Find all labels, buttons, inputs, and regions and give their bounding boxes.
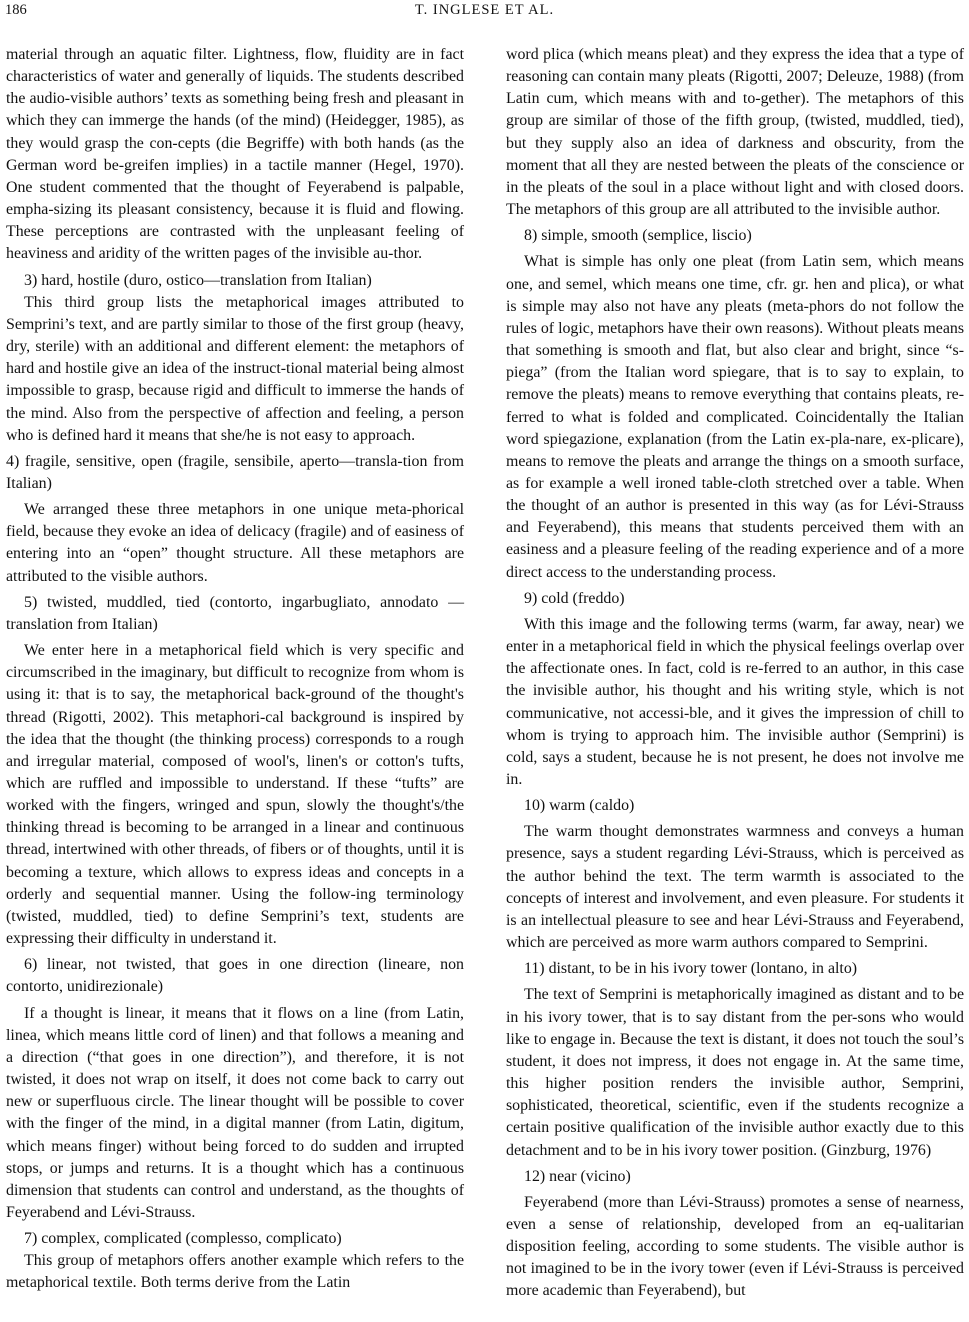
section-heading-11: 11) distant, to be in his ivory tower (lontano, in alto) [524,960,858,978]
page-header [0,0,969,26]
section-heading-8: 8) simple, smooth (semplice, liscio) [524,227,752,245]
paragraph-aquatic-filter: material through an aquatic filter. Lightness, flow, fluidity are in fact characteristics of water and generally of liquids. The students described the audio-visible authors’ texts as something being fresh and pleasant in which they can immerge the hands (of the mind) (Heidegger, 1985), as they would grasp the con-cepts (die Begriffe) with both hands (as the German word be-greifen implies) in a tactile manner (Hegel, 1970). One student commented that the thought of Feyerabend is palpable, empha-sizing its pleasant consistency, because it is fluid and flowing. These perceptions are contrasted with the unpleasant feeling of heaviness and aridity of the written pages of the invisible au-thor. [6,46,464,263]
paragraph-plica: word plica (which means pleat) and they express the idea that a type of reasoning can contain many pleats (Rigotti, 2007; Deleuze, 1988) (from Latin cum, which means with and to-gether). The metaphors of this group are similar of those of the fifth group, (twisted, muddled, tied), but they supply also an idea of darkness and obscurity, from the moment that all they are nested between the pleats of the conscience or in the pleats of the soul in a place without light and with closed doors. The metaphors of this group are all attributed to the invisible author. [506,46,964,219]
section-heading-6: 6) linear, not twisted, that goes in one direction (lineare, non contorto, unidirezionale) [6,956,464,996]
paragraph-cold: With this image and the following terms (warm, far away, near) we enter in a metaphorical field in which the physical feelings overlap over the affectionate ones. In fact, cold is re-ferred to an author, in this case the invisible author, his thought and his writing style, which is not communicative, not accessi-ble, and it gives the impression of chill to whom is trying to approach him. The invisible author (Semprini) is cold, says a student, because he is not present, he does not involve me in. [506,615,964,788]
page-number: 186 [5,2,27,18]
section-heading-5: 5) twisted, muddled, tied (contorto, ingarbugliato, annodato —translation from Italian) [6,593,464,633]
paragraph-warm: The warm thought demonstrates warmness and conveys a human presence, says a student regarding Lévi-Strauss, which is perceived as the author behind the text. The term warmth is associated to the concepts of interest and involvement, and even pleasure. For students it is an intellectual pleasure to see and hear Lévi-Strauss and Feyerabend, which are perceived as more warm authors compared to Semprini. [506,823,964,952]
section-heading-10: 10) warm (caldo) [524,797,635,815]
paragraph-fragile: We arranged these three metaphors in one unique meta-phorical field, because they evoke an idea of delicacy (fragile) and of easiness of entering into an “open” thought structure. All these metaphors are attributed to the visible authors. [6,501,464,585]
paragraph-simple: What is simple has only one pleat (from Latin sem, which means one, and semel, which means one time, cfr. gr. hen and plica), or what is simple may also not have any pleats (meta-phors do not follow the rules of logic, metaphors have their own reasons). Without pleats means that something is smooth and flat, but also clear and bright, since “s- piega” (from the Italian word spiegare, that is to say to explain, to remove the pleats) means to remove everything that contains pleats, re-ferred to what is folded and complicated. Coincidentally the Italian word spiegazione, explanation (from the Latin ex-pla-nare, ex-plicare), means to remove the pleats and arrange the things on a smooth surface, as for example a well ironed table-cloth stretched over a table. When the thought of an author is presented in this way (as for Lévi-Strauss and Feyerabend), this means that students perceived them with an easiness and a pleasure feeling of the reading experience and of a more direct access to the understanding process. [506,253,965,581]
section-heading-3: 3) hard, hostile (duro, ostico—translation from Italian) [24,271,372,289]
section-heading-9: 9) cold (freddo) [524,589,625,607]
section-heading-4: 4) fragile, sensitive, open (fragile, sensibile, aperto—transla-tion from Italian) [6,452,464,492]
section-heading-7: 7) complex, complicated (complesso, complicato) [24,1230,342,1248]
paragraph-near: Feyerabend (more than Lévi-Strauss) promotes a sense of nearness, even a sense of relationship, developed from an eq-ualitarian disposition feeling, according to some students. The visible author is not imagined to be in the ivory tower (even if Lévi-Strauss is perceived more academic than Feyerabend), but [506,1193,964,1300]
paragraph-distant: The text of Semprini is metaphorically imagined as distant and to be in his ivory tower, that is to say distant from the per-sons who would like to engage in. Because the text is distant, it does not touch the soul’s student, it does not impress, it does not engage in. At the same time, this higher position renders the invisible author, Semprini, sophisticated, theoretical, scientific, even if the students recognize a certain positive qualification of the invisible author exactly due to this detachment and to be in his ivory tower position. (Ginzburg, 1976) [506,986,964,1159]
left-column [6,44,464,1295]
paragraph-twisted: We enter here in a metaphorical field which is very specific and circumscribed in the imaginary, but difficult to recognize from whom is using it: that is to say, the metaphorical back-ground of the thought's thread (Rigotti, 2002). This metaphori-cal background is inspired by the idea that the thought (the thinking process) corresponds to a rough and irregular material, composed of wool's, linen's or cotton's tufts, which are ruffled and impossible to understand. If these “tufts” are worked with the fingers, wringed and spun, slowly the thought's/the thinking thread is becoming to be arranged in a linear and continuous thread, intertwined with other threads, of fibers or of thoughts, until it is becoming a texture, which allows to express ideas and concepts in a orderly and sequential manner. Using the follow-ing terminology (twisted, muddled, tied) to define Semprini’s text, students are expressing their difficulty in understand it. [6,642,464,948]
running-head: T. INGLESE ET AL. [414,2,555,18]
paragraph-linear: If a thought is linear, it means that it flows on a line (from Latin, linea, which means little cord of linen) and that follows a meaning and a direction (“that goes in one direction”), and therefore, it is not twisted, it does not wrap on itself, it does not come back to carry out new or superfluous circle. The linear thought will be possible to cover with the finger of the mind, in a digital manner (from Latin, digitum, which means finger) without being forced to do sudden and irrupted stops, or jumps and returns. It is a thought which has a continuous dimension that students can control and understand, as the thoughts of Feyerabend and Lévi-Strauss. [6,1004,464,1221]
right-column [506,44,964,1303]
section-heading-12: 12) near (vicino) [524,1167,631,1185]
paragraph-hard-hostile: This third group lists the metaphorical images attributed to Semprini’s text, and are partly similar to those of the first group (heavy, dry, sterile) with an additional and different element: the metaphors of hard and hostile give an idea of the instruct-tional material being almost impossible to grasp, because rigid and difficult to immerse the hands of the mind. Also from the perspective of affection and feeling, a person who is defined hard it means that she/he is not easy to approach. [6,293,464,444]
paragraph-complex: This group of metaphors offers another example which refers to the metaphorical textile. Both terms derive from the Latin [6,1252,464,1292]
